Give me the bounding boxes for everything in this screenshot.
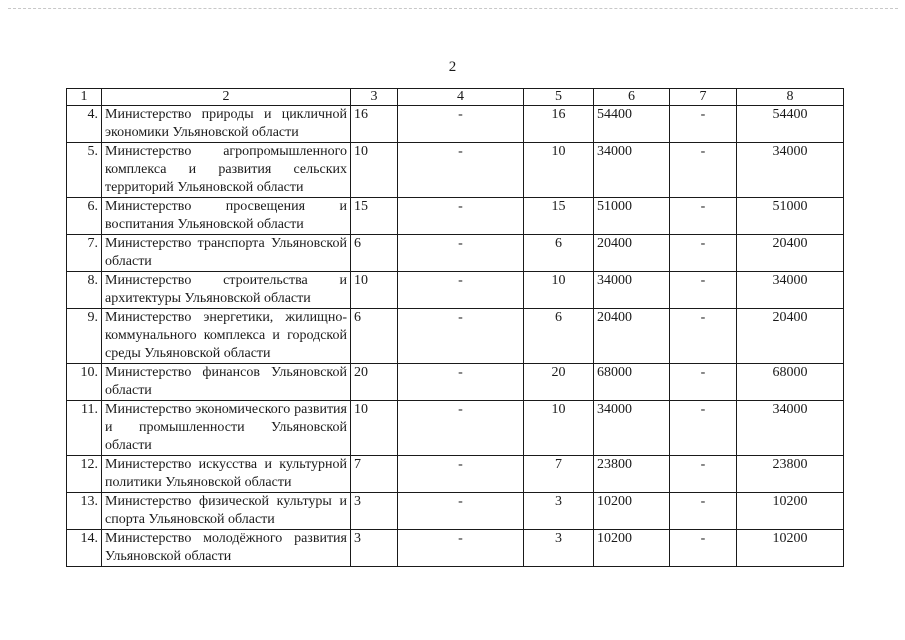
ministry-name: Министерство энергетики, жилищно-коммунального комплекса и городской среды Ульяновской области — [102, 309, 351, 364]
cell-col-8: 20400 — [737, 309, 844, 364]
cell-col-7: - — [670, 143, 737, 198]
ministry-name: Министерство агропромышленного комплекса и развития сельских территорий Ульяновской области — [102, 143, 351, 198]
table-row — [67, 198, 844, 235]
table-row — [67, 106, 844, 143]
table-row — [67, 493, 844, 530]
cell-col-6: 20400 — [594, 309, 670, 364]
cell-col-6: 10200 — [594, 493, 670, 530]
cell-col-6: 34000 — [594, 401, 670, 456]
column-header: 8 — [737, 89, 844, 106]
cell-col-6: 23800 — [594, 456, 670, 493]
column-header: 6 — [594, 89, 670, 106]
cell-col-8: 54400 — [737, 106, 844, 143]
cell-col-4: - — [398, 401, 524, 456]
cell-col-3: 6 — [351, 309, 398, 364]
cell-col-6: 68000 — [594, 364, 670, 401]
cell-col-4: - — [398, 198, 524, 235]
cell-col-7: - — [670, 493, 737, 530]
column-header: 4 — [398, 89, 524, 106]
ministry-name: Министерство экономического развития и промышленности Ульяновской области — [102, 401, 351, 456]
cell-col-5: 15 — [524, 198, 594, 235]
cell-col-3: 10 — [351, 143, 398, 198]
cell-col-3: 10 — [351, 272, 398, 309]
cell-col-3: 16 — [351, 106, 398, 143]
cell-col-5: 3 — [524, 493, 594, 530]
table-row — [67, 235, 844, 272]
allocation-table — [66, 88, 844, 567]
row-number: 9. — [67, 309, 102, 364]
row-number: 7. — [67, 235, 102, 272]
cell-col-8: 34000 — [737, 143, 844, 198]
row-number: 8. — [67, 272, 102, 309]
cell-col-6: 34000 — [594, 143, 670, 198]
cell-col-3: 6 — [351, 235, 398, 272]
cell-col-7: - — [670, 530, 737, 567]
cell-col-8: 10200 — [737, 530, 844, 567]
cell-col-4: - — [398, 143, 524, 198]
ministry-name: Министерство просвещения и воспитания Ульяновской области — [102, 198, 351, 235]
cell-col-8: 51000 — [737, 198, 844, 235]
column-header: 2 — [102, 89, 351, 106]
cell-col-4: - — [398, 530, 524, 567]
column-header: 5 — [524, 89, 594, 106]
cell-col-4: - — [398, 364, 524, 401]
cell-col-3: 15 — [351, 198, 398, 235]
cell-col-5: 6 — [524, 309, 594, 364]
row-number: 14. — [67, 530, 102, 567]
cell-col-5: 10 — [524, 401, 594, 456]
cell-col-3: 20 — [351, 364, 398, 401]
table-row — [67, 530, 844, 567]
cell-col-8: 68000 — [737, 364, 844, 401]
cell-col-6: 20400 — [594, 235, 670, 272]
cell-col-4: - — [398, 456, 524, 493]
cell-col-3: 7 — [351, 456, 398, 493]
table-row — [67, 456, 844, 493]
cell-col-4: - — [398, 106, 524, 143]
row-number: 5. — [67, 143, 102, 198]
row-number: 12. — [67, 456, 102, 493]
cell-col-6: 51000 — [594, 198, 670, 235]
cell-col-7: - — [670, 309, 737, 364]
row-number: 11. — [67, 401, 102, 456]
cell-col-5: 10 — [524, 272, 594, 309]
cell-col-4: - — [398, 309, 524, 364]
table-row — [67, 364, 844, 401]
ministry-name: Министерство молодёжного развития Ульяновской области — [102, 530, 351, 567]
cell-col-5: 7 — [524, 456, 594, 493]
cell-col-8: 10200 — [737, 493, 844, 530]
cell-col-6: 10200 — [594, 530, 670, 567]
table-row — [67, 401, 844, 456]
cell-col-7: - — [670, 198, 737, 235]
cell-col-5: 20 — [524, 364, 594, 401]
cell-col-7: - — [670, 235, 737, 272]
table-row — [67, 272, 844, 309]
column-header: 7 — [670, 89, 737, 106]
cell-col-6: 34000 — [594, 272, 670, 309]
row-number: 10. — [67, 364, 102, 401]
cell-col-5: 16 — [524, 106, 594, 143]
cell-col-5: 6 — [524, 235, 594, 272]
cell-col-8: 34000 — [737, 401, 844, 456]
cell-col-6: 54400 — [594, 106, 670, 143]
ministry-name: Министерство строительства и архитектуры Ульяновской области — [102, 272, 351, 309]
cell-col-5: 10 — [524, 143, 594, 198]
cell-col-7: - — [670, 272, 737, 309]
cell-col-3: 10 — [351, 401, 398, 456]
cell-col-7: - — [670, 456, 737, 493]
table-row — [67, 309, 844, 364]
column-header: 3 — [351, 89, 398, 106]
row-number: 4. — [67, 106, 102, 143]
cell-col-4: - — [398, 235, 524, 272]
cell-col-7: - — [670, 106, 737, 143]
row-number: 6. — [67, 198, 102, 235]
cell-col-3: 3 — [351, 493, 398, 530]
cell-col-7: - — [670, 364, 737, 401]
cell-col-7: - — [670, 401, 737, 456]
cell-col-5: 3 — [524, 530, 594, 567]
ministry-name: Министерство природы и цикличной экономики Ульяновской области — [102, 106, 351, 143]
ministry-name: Министерство финансов Ульяновской области — [102, 364, 351, 401]
ministry-name: Министерство искусства и культурной политики Ульяновской области — [102, 456, 351, 493]
cell-col-4: - — [398, 493, 524, 530]
page-top-edge — [8, 8, 898, 9]
cell-col-3: 3 — [351, 530, 398, 567]
cell-col-4: - — [398, 272, 524, 309]
ministry-name: Министерство транспорта Ульяновской области — [102, 235, 351, 272]
cell-col-8: 23800 — [737, 456, 844, 493]
page-number: 2 — [448, 59, 457, 75]
cell-col-8: 20400 — [737, 235, 844, 272]
row-number: 13. — [67, 493, 102, 530]
column-header: 1 — [67, 89, 102, 106]
cell-col-8: 34000 — [737, 272, 844, 309]
table-row — [67, 143, 844, 198]
table-header-row — [67, 89, 844, 106]
ministry-name: Министерство физической культуры и спорта Ульяновской области — [102, 493, 351, 530]
